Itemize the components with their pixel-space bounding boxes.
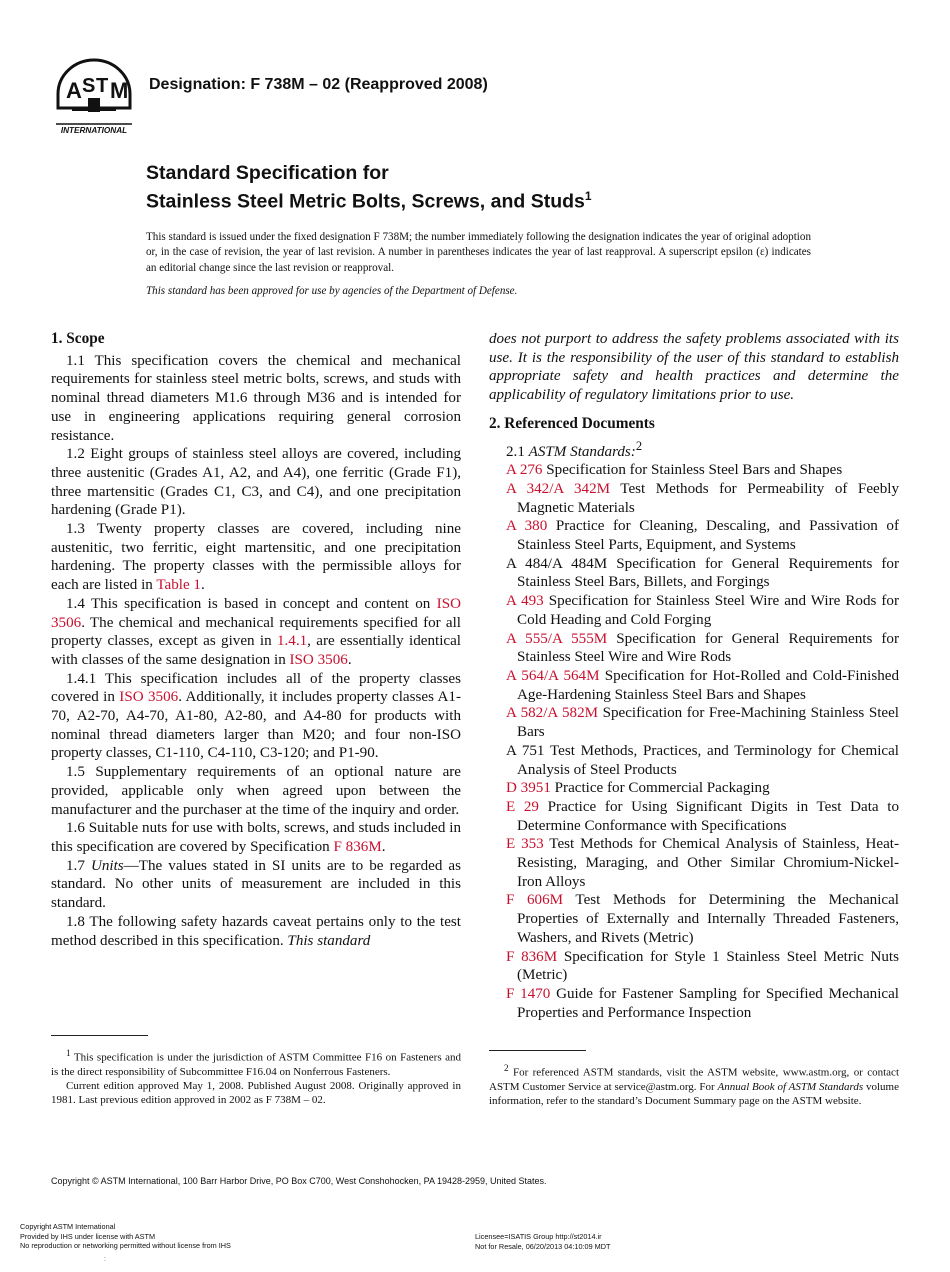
copyright-line: Copyright © ASTM International, 100 Barr Harbor Drive, PO Box C700, West Conshohocken, PA 19428-2959, United States. — [51, 1176, 547, 1186]
reference-code-link[interactable]: A 582/A 582M — [506, 705, 599, 722]
section-1-3: 1.3 Twenty property classes are covered, including nine austenitic, two ferritic, eight martensitic, and one precipitation hardening. The property classes with the permissible alloys for each are listed in Table 1. — [51, 521, 461, 594]
reference-title: Specification for Hot-Rolled and Cold-Finished Age-Hardening Stainless Steel Bars and Shapes — [517, 667, 900, 703]
reference-title: Specification for Free-Machining Stainless Steel Bars — [517, 705, 899, 741]
reference-code-link[interactable]: A 493 — [506, 593, 544, 610]
document-title — [146, 162, 592, 214]
reference-code-link[interactable]: D 3951 — [506, 780, 551, 797]
reference-item — [489, 555, 899, 592]
reference-title: Practice for Using Significant Digits in Test Data to Determine Conformance with Specifications — [517, 798, 899, 834]
reference-code-link[interactable]: A 484/A 484M — [506, 555, 608, 572]
astm-logo — [52, 58, 136, 136]
reference-item — [489, 630, 899, 667]
reference-item — [489, 667, 899, 704]
reference-title: Specification for General Requirements for Stainless Steel Wire and Wire Rods — [517, 630, 899, 666]
reference-item — [489, 891, 899, 947]
license-block-left: Copyright ASTM International Provided by IHS under license with ASTM No reproduction or networking permitted without license from IHS — [20, 1222, 231, 1250]
astm-standards-lead: 2.1 ASTM Standards:$^2$ — [506, 438, 643, 460]
footnote-1: $^1$ This specification is under the jurisdiction of ASTM Committee F16 on Fasteners and is the direct responsibility of Subcommittee F16.04 on Nonferrous Fasteners. Current edition approved May 1, 2008. Published August 2008. Originally approved in 1981. Last previous edition approved in 2002 as F 738M – 02. — [51, 1048, 461, 1106]
reference-code-link[interactable]: E 29 — [506, 798, 539, 815]
reference-item — [489, 517, 899, 554]
reference-item — [489, 779, 899, 798]
left-column — [51, 330, 461, 950]
reference-item — [489, 704, 899, 741]
license-block-right: Licensee=ISATIS Group http://st2014.ir Not for Resale, 06/20/2013 04:10:09 MDT — [475, 1232, 611, 1251]
reference-title: Specification for General Requirements for Stainless Steel Bars, Billets, and Forgings — [517, 555, 899, 591]
scope-heading: 1. Scope — [51, 330, 105, 347]
reference-title: Specification for Stainless Steel Bars and Shapes — [542, 462, 843, 479]
section-1-8: 1.8 The following safety hazards caveat pertains only to the test method described in this specification. This standard — [51, 913, 461, 949]
reference-item — [489, 480, 899, 517]
reference-code-link[interactable]: A 380 — [506, 518, 548, 535]
dod-note: This standard has been approved for use by agencies of the Department of Defense. — [146, 285, 518, 297]
reference-code-link[interactable]: A 342/A 342M — [506, 480, 611, 497]
reference-item — [489, 461, 899, 480]
reference-title: Specification for Stainless Steel Wire and Wire Rods for Cold Heading and Cold Forging — [517, 593, 900, 628]
intro-paragraph: This standard is issued under the fixed designation F 738M; the number immediately following the designation indicates the year of original adoption or, in the case of revision, the year of last revision. A number in parentheses indicates the year of last reapproval. A superscript epsilon (ε) indicates an editorial change since the last revision or reapproval. — [146, 231, 811, 274]
f-836m-link[interactable]: F 836M — [333, 838, 382, 855]
edition-note: Current edition approved May 1, 2008. Published August 2008. Originally approved in 1981. Last previous edition approved in 2002 as F 738M – 02. — [51, 1079, 461, 1106]
title-line-2: Stainless Steel Metric Bolts, Screws, and Studs$^1$ — [146, 189, 592, 213]
section-1-6: 1.6 Suitable nuts for use with bolts, screws, and studs included in this specification are covered by Specification F 836M. — [51, 820, 461, 855]
iso-3506-link[interactable]: ISO 3506 — [119, 689, 179, 706]
svg-text:T: T — [96, 75, 109, 97]
reference-code-link[interactable]: F 606M — [506, 892, 564, 909]
reference-title: Test Methods for Chemical Analysis of Stainless, Heat-Resisting, Maraging, and Other Similar Chromium-Nickel-Iron Alloys — [517, 836, 899, 890]
section-1-4: 1.4 This specification is based in concept and content on ISO 3506. The chemical and mechanical requirements specified for all property classes, except as given in 1.4.1, are essentially identical with classes of the same designation in ISO 3506. — [51, 595, 461, 668]
safety-caveat-continued: does not purport to address the safety problems associated with its use. It is the responsibility of the user of this standard to establish appropriate safety and health practices and determine the applicability of regulatory limitations prior to use. — [489, 331, 899, 404]
reference-code-link[interactable]: E 353 — [506, 836, 544, 853]
reference-title: Test Methods for Determining the Mechanical Properties of Externally and Internally Threaded Fasteners, Washers, and Rivets (Metric) — [517, 892, 899, 946]
reference-title: Practice for Cleaning, Descaling, and Passivation of Stainless Steel Parts, Equipment, and Systems — [517, 518, 899, 554]
reference-code-link[interactable]: A 564/A 564M — [506, 667, 600, 684]
reference-title: Specification for Style 1 Stainless Steel Metric Nuts (Metric) — [517, 948, 899, 984]
section-1-2: 1.2 Eight groups of stainless steel alloys are covered, including three austenitic (Grades A1, A2, and A4), one ferritic (Grade F1), three martensitic (Grades C1, C3, and C4), and one precipitation hardening (Grade P1). — [51, 446, 461, 519]
referenced-documents-heading: 2. Referenced Documents — [489, 414, 655, 432]
section-1-4-1: 1.4.1 This specification includes all of the property classes covered in ISO 3506. Additionally, it includes property classes A1-70, A2-70, A4-70, A1-80, A2-80, and A4-80 for products with nominal thread diameters larger than M20; and four non-ISO property classes, C1-110, C4-110, C3-120; and P1-90. — [51, 670, 461, 762]
footnote-rule — [51, 1035, 148, 1036]
reference-item — [489, 948, 899, 985]
svg-text:A: A — [66, 78, 82, 103]
reference-title: Test Methods, Practices, and Terminology for Chemical Analysis of Steel Products — [517, 742, 899, 778]
section-1-7: 1.7 Units—The values stated in SI units are to be regarded as standard. No other units of measurement are included in this standard. — [51, 857, 462, 912]
iso-3506-link[interactable]: ISO 3506 — [289, 651, 348, 668]
table-1-link[interactable]: Table 1 — [156, 577, 201, 594]
reference-title: Guide for Fastener Sampling for Specified Mechanical Properties and Performance Inspection — [517, 985, 899, 1021]
page-dots: : — [104, 1256, 106, 1263]
reference-code-link[interactable]: A 751 — [506, 742, 545, 759]
reference-title: Test Methods for Permeability of Feebly Magnetic Materials — [517, 480, 900, 516]
iso-3506-link[interactable]: ISO 3506 — [51, 595, 461, 631]
reference-title: Practice for Commercial Packaging — [550, 780, 770, 797]
footnote-2: $^2$ For referenced ASTM standards, visit the ASTM website, www.astm.org, or contact ASTM Customer Service at service@astm.org. For Annual Book of ASTM Standards volume information, refer to the standard’s Document Summary page on the ASTM website. — [489, 1063, 899, 1107]
reference-item — [489, 798, 899, 835]
astm-logo-icon — [52, 58, 136, 136]
reference-item — [489, 835, 899, 891]
right-column — [489, 330, 899, 1022]
designation: Designation: F 738M – 02 (Reapproved 2008) — [149, 76, 488, 93]
reference-code-link[interactable]: F 1470 — [506, 985, 551, 1002]
section-1-1: 1.1 This specification covers the chemical and mechanical requirements for stainless steel metric bolts, screws, and studs with nominal thread diameters M1.6 through M36 and is intended for use in engineering applications requiring general corrosion resistance. — [51, 352, 461, 444]
reference-item — [489, 592, 899, 629]
reference-code-link[interactable]: F 836M — [506, 948, 558, 965]
svg-text:INTERNATIONAL: INTERNATIONAL — [60, 126, 128, 135]
section-1-4-1-link[interactable]: 1.4.1 — [276, 633, 308, 650]
title-line-1: Standard Specification for — [146, 162, 389, 184]
reference-list — [489, 461, 899, 1022]
title-footnote-mark: 1 — [584, 189, 592, 203]
reference-item — [489, 742, 899, 779]
footnote-rule — [489, 1050, 586, 1051]
svg-text:M: M — [110, 78, 129, 103]
section-1-5: 1.5 Supplementary requirements of an optional nature are provided, applicable only when agreed upon between the manufacturer and the purchaser at the time of the inquiry and order. — [51, 764, 461, 818]
svg-text:S: S — [82, 75, 96, 97]
reference-code-link[interactable]: A 555/A 555M — [506, 630, 608, 647]
reference-item — [489, 985, 899, 1022]
reference-code-link[interactable]: A 276 — [506, 462, 543, 479]
